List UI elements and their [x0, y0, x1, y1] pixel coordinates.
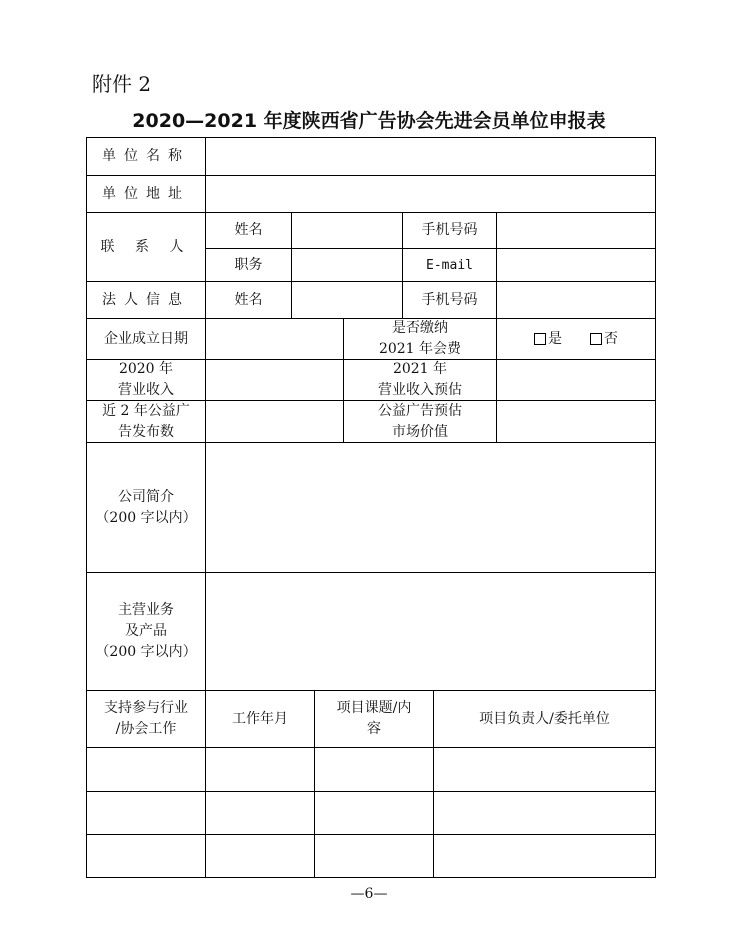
- checkbox-icon: [534, 333, 546, 345]
- support-row-cell[interactable]: [205, 747, 315, 792]
- psa-count-field[interactable]: [205, 400, 344, 443]
- project-header: 项目课题/内 容: [314, 690, 434, 748]
- page-number: —6—: [350, 886, 388, 902]
- contact-mobile-label: 手机号码: [402, 212, 497, 249]
- legal-mobile-field[interactable]: [496, 281, 656, 319]
- email-label: E-mail: [402, 248, 497, 282]
- contact-position-field[interactable]: [291, 248, 403, 282]
- legal-name-field[interactable]: [291, 281, 403, 319]
- revenue-2021-label: 2021 年 营业收入预估: [343, 359, 497, 401]
- work-date-header: 工作年月: [205, 690, 315, 748]
- fee-no-checkbox[interactable]: [590, 329, 618, 350]
- contact-label: 联 系 人: [86, 212, 206, 282]
- revenue-2020-field[interactable]: [205, 359, 344, 401]
- business-field[interactable]: [205, 572, 656, 691]
- contact-name-label: 姓名: [205, 212, 292, 249]
- owner-header: 项目负责人/委托单位: [433, 690, 656, 748]
- support-row-cell[interactable]: [433, 747, 656, 792]
- revenue-2021-field[interactable]: [496, 359, 656, 401]
- intro-field[interactable]: [205, 442, 656, 573]
- support-row-cell[interactable]: [205, 834, 315, 878]
- founded-field[interactable]: [205, 318, 344, 360]
- yes-label: 是: [548, 330, 562, 347]
- support-row-cell[interactable]: [314, 747, 434, 792]
- support-row-cell[interactable]: [314, 791, 434, 835]
- attachment-label: 附件 2: [92, 72, 152, 96]
- contact-name-field[interactable]: [291, 212, 403, 249]
- fee-paid-options: [496, 318, 656, 360]
- unit-name-label: 单位名称: [86, 137, 206, 176]
- revenue-2020-label: 2020 年 营业收入: [86, 359, 206, 401]
- legal-mobile-label: 手机号码: [402, 281, 497, 319]
- founded-label: 企业成立日期: [86, 318, 206, 360]
- unit-name-field[interactable]: [205, 137, 656, 176]
- support-row-cell[interactable]: [86, 747, 206, 792]
- unit-address-field[interactable]: [205, 175, 656, 213]
- business-label: 主营业务 及产品 （200 字以内）: [86, 572, 206, 691]
- email-field[interactable]: [496, 248, 656, 282]
- support-row-cell[interactable]: [86, 791, 206, 835]
- legal-name-label: 姓名: [205, 281, 292, 319]
- fee-yes-checkbox[interactable]: [534, 329, 562, 350]
- psa-value-label: 公益广告预估 市场价值: [343, 400, 497, 443]
- contact-position-label: 职务: [205, 248, 292, 282]
- support-label: 支持参与行业 /协会工作: [86, 690, 206, 748]
- unit-address-label: 单位地址: [86, 175, 206, 213]
- checkbox-icon: [590, 333, 602, 345]
- support-row-cell[interactable]: [433, 791, 656, 835]
- support-row-cell[interactable]: [433, 834, 656, 878]
- psa-count-label: 近 2 年公益广 告发布数: [86, 400, 206, 443]
- no-label: 否: [604, 330, 618, 347]
- fee-paid-label: 是否缴纳 2021 年会费: [343, 318, 497, 360]
- support-row-cell[interactable]: [314, 834, 434, 878]
- psa-value-field[interactable]: [496, 400, 656, 443]
- legal-info-label: 法人信息: [86, 281, 206, 319]
- support-row-cell[interactable]: [86, 834, 206, 878]
- page-title: 2020—2021 年度陕西省广告协会先进会员单位申报表: [132, 110, 606, 132]
- contact-mobile-field[interactable]: [496, 212, 656, 249]
- support-row-cell[interactable]: [205, 791, 315, 835]
- intro-label: 公司简介 （200 字以内）: [86, 442, 206, 573]
